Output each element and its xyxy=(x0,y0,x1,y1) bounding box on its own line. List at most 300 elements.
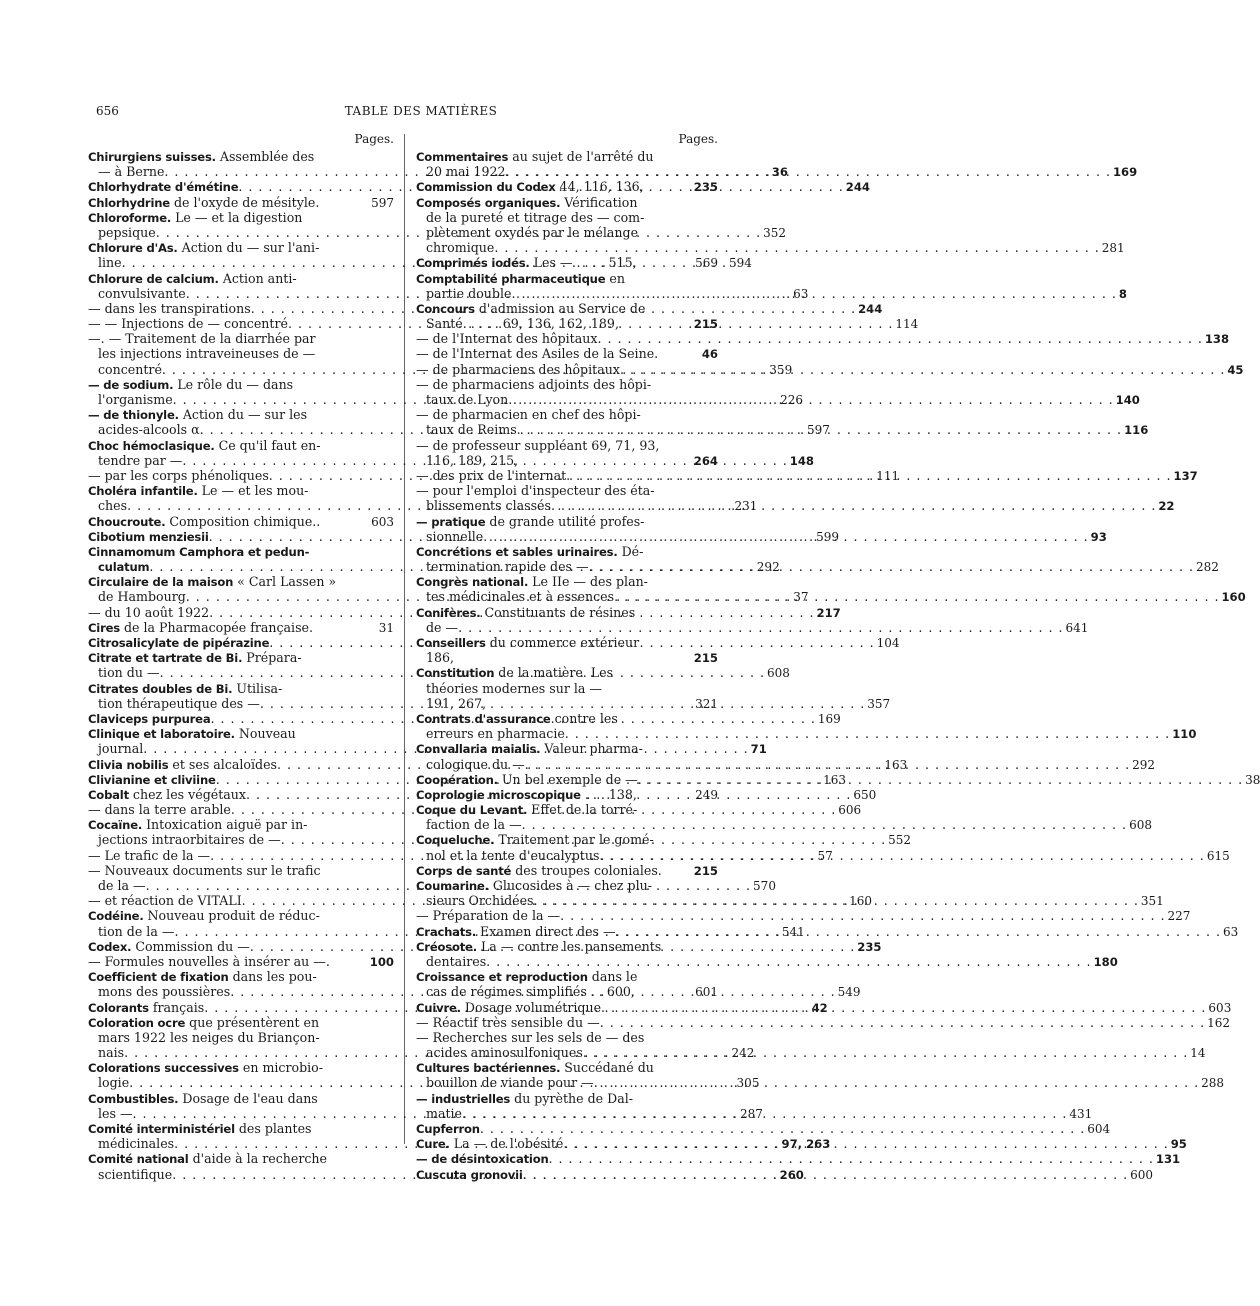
index-line xyxy=(416,301,718,316)
entry-description: Dosage de l'eau dans xyxy=(178,1090,318,1106)
entry-description: français xyxy=(148,999,205,1015)
entry-description: La — de l'obésité xyxy=(449,1136,564,1152)
index-line xyxy=(88,240,394,255)
entry-text xyxy=(426,225,638,240)
entry-heading: Cires xyxy=(88,620,120,635)
entry-text xyxy=(88,377,293,393)
entry-description: — de pharmacien en chef des hôpi- xyxy=(416,407,641,423)
entry-description: plètement oxydés par le mélange xyxy=(426,224,639,240)
entry-text xyxy=(88,574,336,590)
index-line xyxy=(416,331,1230,347)
page-reference: 305 xyxy=(736,1076,760,1091)
entry-text xyxy=(416,1091,633,1107)
entry-text xyxy=(98,1167,172,1182)
entry-heading: Cupferron xyxy=(416,1122,480,1136)
entry-description: — dans les transpirations xyxy=(88,300,251,316)
entry-description: d'aide à la recherche xyxy=(188,1151,327,1167)
index-line xyxy=(416,1091,718,1106)
entry-description: convulsivante xyxy=(98,285,186,301)
index-line xyxy=(416,514,718,529)
entry-heading: Clinique et laboratoire. xyxy=(88,727,235,742)
entry-text xyxy=(416,802,637,818)
dot-leader xyxy=(600,1015,1205,1030)
index-line xyxy=(88,149,394,164)
index-line xyxy=(88,346,394,361)
entry-description: Le — et les mou- xyxy=(197,483,309,499)
entry-text xyxy=(416,741,643,757)
index-line xyxy=(416,726,1197,742)
dot-leader xyxy=(534,893,1139,908)
page-reference: 570 xyxy=(753,879,776,893)
entry-heading: Circulaire de la maison xyxy=(88,575,234,590)
page-reference: 282 xyxy=(1196,560,1219,575)
entry-description: mons des poussières xyxy=(98,984,231,1000)
entry-text xyxy=(416,255,637,271)
entry-description: des plantes xyxy=(234,1121,312,1136)
entry-text xyxy=(88,848,210,863)
entry-description: de la Pharmacopée française. xyxy=(119,619,314,635)
index-line xyxy=(416,802,718,817)
entry-text xyxy=(416,635,639,651)
entry-text xyxy=(426,240,494,255)
entry-description: tendre par — xyxy=(98,452,183,468)
entry-description: ches xyxy=(98,498,128,514)
entry-description: — Recherches sur les sels de — des xyxy=(416,1029,645,1045)
entry-description: de la pureté et titrage des — com- xyxy=(426,209,645,225)
entry-description: scientifique xyxy=(98,1166,173,1182)
entry-text xyxy=(416,331,597,346)
entry-text xyxy=(98,984,230,999)
index-line xyxy=(416,953,1118,969)
entry-description: et ses alcaloïdes xyxy=(168,756,278,772)
entry-heading: Cocaïne. xyxy=(88,818,143,833)
entry-description: en xyxy=(605,270,625,286)
entry-heading: Citrosalicylate de pipérazine xyxy=(88,636,270,650)
page-reference: 140 xyxy=(1115,393,1140,407)
entry-description: Effet de la torré- xyxy=(527,802,638,818)
entry-text xyxy=(416,924,616,940)
entry-text xyxy=(416,407,641,422)
entry-text xyxy=(426,498,551,513)
entry-text xyxy=(426,1075,594,1090)
entry-heading: Chlorhydrine xyxy=(88,195,170,210)
dot-leader xyxy=(566,468,1171,483)
entry-text xyxy=(98,1030,320,1045)
entry-text xyxy=(98,878,146,893)
entry-text xyxy=(426,757,525,772)
dot-leader xyxy=(601,1000,1206,1015)
entry-description: taux de Lyon xyxy=(426,392,509,407)
index-line xyxy=(88,331,394,346)
page-reference: 138 xyxy=(1204,332,1230,347)
entry-description: Les — . . . . 515, xyxy=(529,255,637,271)
index-line xyxy=(88,483,394,498)
entry-text xyxy=(88,726,296,742)
entry-heading: Cibotium menziesii xyxy=(88,529,209,544)
entry-text xyxy=(416,832,654,848)
entry-text xyxy=(88,179,238,195)
entry-heading: Cinnamomum Camphora et pedun- xyxy=(88,544,310,559)
entry-description: — — Injections de — concentré xyxy=(88,316,288,332)
entry-text xyxy=(426,529,483,544)
entry-description: l'organisme xyxy=(98,392,173,407)
entry-description: erreurs en pharmacie xyxy=(426,726,565,742)
entry-text xyxy=(98,255,122,270)
entry-text xyxy=(88,1060,323,1076)
entry-text xyxy=(416,362,620,377)
entry-text xyxy=(416,468,566,483)
entry-text xyxy=(88,407,307,423)
page-reference: 104 xyxy=(876,636,900,650)
page-reference: 288 xyxy=(1201,1076,1225,1091)
index-line xyxy=(416,969,718,984)
entry-heading: Cure. xyxy=(416,1137,450,1152)
entry-heading: Chirurgiens suisses. xyxy=(88,150,216,164)
entry-heading: Constitution xyxy=(416,666,495,681)
entry-description: des troupes coloniales. xyxy=(511,862,662,878)
entry-text xyxy=(88,969,317,985)
page-reference: 281 xyxy=(1101,241,1125,256)
entry-description: — Préparation de la — xyxy=(416,908,561,924)
entry-heading: Clivia nobilis xyxy=(88,757,169,772)
entry-description: Intoxication aiguë par in- xyxy=(142,817,308,833)
entry-text xyxy=(88,1091,318,1107)
entry-heading: — de désintoxication xyxy=(416,1152,549,1167)
index-line xyxy=(416,377,718,392)
index-line xyxy=(88,817,394,832)
entry-description: sionnelle xyxy=(426,528,484,544)
entry-text xyxy=(426,1045,583,1060)
page-reference: 215 xyxy=(693,317,718,332)
index-line xyxy=(416,878,718,893)
dot-leader xyxy=(614,589,1219,604)
entry-description: « Carl Lassen » xyxy=(233,574,337,590)
index-line xyxy=(88,969,394,984)
entry-text xyxy=(426,696,486,711)
entry-text xyxy=(416,544,643,560)
entry-description: théories modernes sur la — xyxy=(426,680,602,696)
entry-description: — Le trafic de la — xyxy=(88,847,211,863)
index-line xyxy=(416,210,718,225)
index-line xyxy=(416,179,718,194)
index-line xyxy=(88,544,394,559)
page-reference: 180 xyxy=(1093,954,1118,969)
page-reference: 93 xyxy=(1090,529,1107,544)
index-line xyxy=(416,316,718,331)
entry-text xyxy=(416,863,662,879)
entry-description: — et réaction de VITALI xyxy=(88,893,242,909)
entry-description: — de l'Internat des Asiles de la Seine. xyxy=(416,346,659,362)
entry-text xyxy=(416,179,644,195)
entry-text xyxy=(88,544,309,560)
entry-text xyxy=(426,559,589,574)
page-reference: 97, 263 xyxy=(781,1137,831,1152)
entry-heading: — de sodium. xyxy=(88,377,174,392)
entry-text xyxy=(98,1075,129,1090)
entry-text xyxy=(416,908,560,923)
entry-text xyxy=(426,893,534,908)
dot-leader xyxy=(517,422,1122,437)
page-reference: 227 xyxy=(1167,909,1191,924)
page-reference: 603 xyxy=(371,514,394,529)
index-line xyxy=(88,1091,394,1106)
entry-heading: Chloroforme. xyxy=(88,210,172,225)
dot-leader xyxy=(638,772,1243,787)
page-reference: 169 xyxy=(817,711,841,726)
entry-description: Examen direct des — xyxy=(476,923,616,939)
dot-leader xyxy=(523,1167,1128,1182)
entry-description: Action du — sur l'ani- xyxy=(177,240,320,256)
page-reference: 569 xyxy=(695,256,718,271)
entry-description: Vérification xyxy=(560,194,638,210)
entry-text xyxy=(88,772,216,788)
page-reference: 57 xyxy=(817,848,833,863)
entry-text xyxy=(88,650,302,666)
page-reference: 260 xyxy=(779,1167,804,1182)
entry-text xyxy=(98,1106,133,1121)
entry-text xyxy=(98,832,281,847)
entry-text xyxy=(416,1060,654,1076)
entry-text xyxy=(88,240,319,256)
page-reference: 42 xyxy=(811,1000,828,1015)
index-line xyxy=(88,726,394,741)
entry-text xyxy=(416,438,659,453)
entry-description: concentré xyxy=(98,361,162,377)
entry-heading: Coefficient de fixation xyxy=(88,970,229,985)
entry-description: logie xyxy=(98,1075,130,1091)
dot-leader xyxy=(508,392,1113,407)
pages-label: Pages. xyxy=(354,132,394,146)
entry-description: médicinales xyxy=(98,1136,175,1152)
entry-text xyxy=(88,893,242,908)
entry-description: Action du — sur les xyxy=(178,407,308,423)
entry-heading: — industrielles xyxy=(416,1091,511,1106)
entry-description: dans les pou- xyxy=(228,969,317,985)
entry-description: que présentèrent en xyxy=(185,1014,320,1030)
page-reference: 615 xyxy=(1206,848,1230,863)
entry-heading: Comptabilité pharmaceutique xyxy=(416,271,606,286)
entry-text xyxy=(416,1030,644,1045)
page-reference: 264 xyxy=(693,453,718,468)
entry-text xyxy=(426,848,599,863)
dot-leader xyxy=(483,529,1088,544)
entry-text xyxy=(426,589,614,604)
entry-text xyxy=(416,605,635,621)
dot-leader xyxy=(597,331,1202,346)
entry-description: Un bel exemple de — xyxy=(497,771,638,787)
entry-text xyxy=(426,392,508,407)
page-reference: 46 xyxy=(701,347,718,362)
entry-description: La — contre les pansements xyxy=(476,938,662,954)
index-line xyxy=(416,817,1152,833)
dot-leader xyxy=(511,286,1116,301)
page-reference: 242 xyxy=(731,1046,755,1061)
entry-text xyxy=(416,665,613,681)
entry-heading: Coumarine. xyxy=(416,879,489,893)
entry-text xyxy=(416,301,645,317)
entry-text xyxy=(416,939,661,955)
entry-text xyxy=(416,377,651,392)
entry-description: Glucosides à — chez plu- xyxy=(488,878,652,893)
entry-heading: — pratique xyxy=(416,514,486,529)
entry-text xyxy=(416,878,652,894)
page-reference: 148 xyxy=(789,453,814,468)
page-reference: 37 xyxy=(793,590,809,605)
page-reference: 116 xyxy=(1124,423,1149,438)
index-line xyxy=(416,149,718,164)
page-reference: 244 xyxy=(858,301,883,316)
entry-text xyxy=(98,559,149,575)
entry-heading: Conifères. xyxy=(416,605,481,620)
dot-leader xyxy=(458,620,1063,635)
index-line xyxy=(88,1151,394,1166)
entry-text xyxy=(426,286,511,301)
entry-description: acides-alcools α xyxy=(98,422,200,438)
index-line xyxy=(416,787,718,802)
page-reference: 604 xyxy=(1087,1122,1111,1136)
page-reference: 163 xyxy=(884,757,908,772)
entry-text xyxy=(88,1000,204,1016)
index-line xyxy=(88,681,394,696)
index-line xyxy=(88,574,394,589)
dot-leader xyxy=(525,757,1130,772)
entry-heading: Choc hémoclasique. xyxy=(88,438,215,453)
entry-heading: Chlorure d'As. xyxy=(88,241,178,256)
entry-text xyxy=(88,1121,312,1137)
entry-text xyxy=(426,817,522,832)
dot-leader xyxy=(589,559,1194,574)
dot-leader xyxy=(620,362,1225,377)
dot-leader xyxy=(462,1106,1067,1121)
entry-heading: Choléra infantile. xyxy=(88,484,198,499)
entry-description: Succédané du xyxy=(560,1060,654,1076)
dot-leader xyxy=(616,924,1221,939)
entry-description: tion du — xyxy=(98,665,160,681)
page-reference: 160 xyxy=(849,894,872,909)
entry-description: — dans la terre arable xyxy=(88,802,231,818)
entry-heading: Commentaires xyxy=(416,150,509,164)
entry-text xyxy=(416,149,654,165)
entry-description: Assemblée des xyxy=(215,149,315,164)
entry-description: tion thérapeutique des — xyxy=(98,695,260,711)
entry-description: — de professeur suppléant 69, 71, 93, xyxy=(416,437,660,453)
entry-description: Dé- xyxy=(617,543,644,559)
entry-text xyxy=(426,954,486,969)
entry-text xyxy=(88,939,250,955)
page-reference: 292 xyxy=(756,560,780,575)
entry-description: Action anti- xyxy=(218,270,297,286)
entry-text xyxy=(416,772,638,788)
entry-description: matie xyxy=(426,1105,462,1121)
entry-description: en microbio- xyxy=(238,1060,324,1076)
entry-heading: Coopération. xyxy=(416,772,498,787)
index-line xyxy=(416,832,718,847)
index-line xyxy=(416,346,718,361)
index-line xyxy=(416,483,718,498)
entry-description: les injections intraveineuses de — xyxy=(98,346,316,362)
entry-text xyxy=(426,726,565,741)
entry-description: 116, 189, 215, xyxy=(426,452,519,468)
index-line xyxy=(88,438,394,453)
entry-description: — Réactif très sensible du — xyxy=(416,1014,600,1030)
pages-label: Pages. xyxy=(678,132,718,146)
page-reference: 600 xyxy=(1130,1167,1153,1182)
index-line xyxy=(416,939,718,954)
entry-heading: Chlorure de calcium. xyxy=(88,271,219,286)
entry-heading: Croissance et reproduction xyxy=(416,970,588,985)
entry-text xyxy=(426,1106,462,1121)
page-reference: 217 xyxy=(816,605,841,620)
entry-text xyxy=(416,1136,563,1152)
entry-description: Prépara- xyxy=(242,650,302,666)
page-reference: 608 xyxy=(1129,818,1152,833)
page-reference: 608 xyxy=(766,666,790,681)
entry-heading: Coqueluche. xyxy=(416,833,495,848)
index-line xyxy=(416,438,718,453)
index-line xyxy=(416,1121,1111,1136)
page-reference: 8 xyxy=(1118,286,1127,301)
entry-text xyxy=(88,908,320,924)
entry-text xyxy=(416,1151,549,1167)
entry-description: nol et la tente d'eucalyptus xyxy=(426,847,600,863)
page-reference: 352 xyxy=(763,225,786,240)
entry-heading: Combustibles. xyxy=(88,1091,179,1106)
entry-text xyxy=(98,422,200,437)
page-reference: 131 xyxy=(1155,1152,1181,1167)
index-line xyxy=(416,225,718,240)
page-reference: 594 xyxy=(729,256,752,271)
entry-text xyxy=(416,1000,601,1016)
index-line xyxy=(416,271,718,286)
entry-text xyxy=(88,301,251,316)
entry-text xyxy=(426,164,506,179)
index-line xyxy=(88,210,394,225)
entry-description: —. — Traitement de la diarrhée par xyxy=(88,331,316,347)
entry-description: du commerce extérieur xyxy=(485,635,640,650)
index-line xyxy=(88,908,394,923)
index-line xyxy=(416,681,718,696)
page-reference: 235 xyxy=(693,180,718,195)
index-line xyxy=(88,1030,394,1045)
index-line xyxy=(88,863,394,878)
entry-text xyxy=(98,1136,174,1151)
page-reference: 226 xyxy=(780,393,803,407)
entry-text xyxy=(88,529,209,545)
entry-text xyxy=(426,984,635,999)
index-line xyxy=(416,453,718,468)
entry-description: nais xyxy=(98,1045,125,1061)
entry-text xyxy=(88,1151,327,1167)
entry-description: — Nouveaux documents sur le trafic xyxy=(88,862,321,878)
page-reference: 71 xyxy=(750,742,767,757)
index-line xyxy=(416,863,718,878)
entry-text xyxy=(416,195,637,211)
entry-heading: Comité national xyxy=(88,1152,189,1167)
page-reference: 231 xyxy=(734,499,758,514)
entry-description: — de l'Internat des hôpitaux xyxy=(416,331,598,347)
entry-description: de grande utilité profes- xyxy=(485,513,645,529)
entry-heading: Créosote. xyxy=(416,939,477,954)
page-reference: 63 xyxy=(1223,924,1239,939)
entry-description: Constituants de résines xyxy=(480,604,636,620)
page-reference: 552 xyxy=(888,833,912,848)
index-line xyxy=(416,195,718,210)
page-reference: 63 xyxy=(793,286,809,301)
entry-text xyxy=(98,498,127,513)
index-line xyxy=(88,1015,394,1030)
entry-text xyxy=(88,711,210,727)
page-header xyxy=(96,104,746,122)
